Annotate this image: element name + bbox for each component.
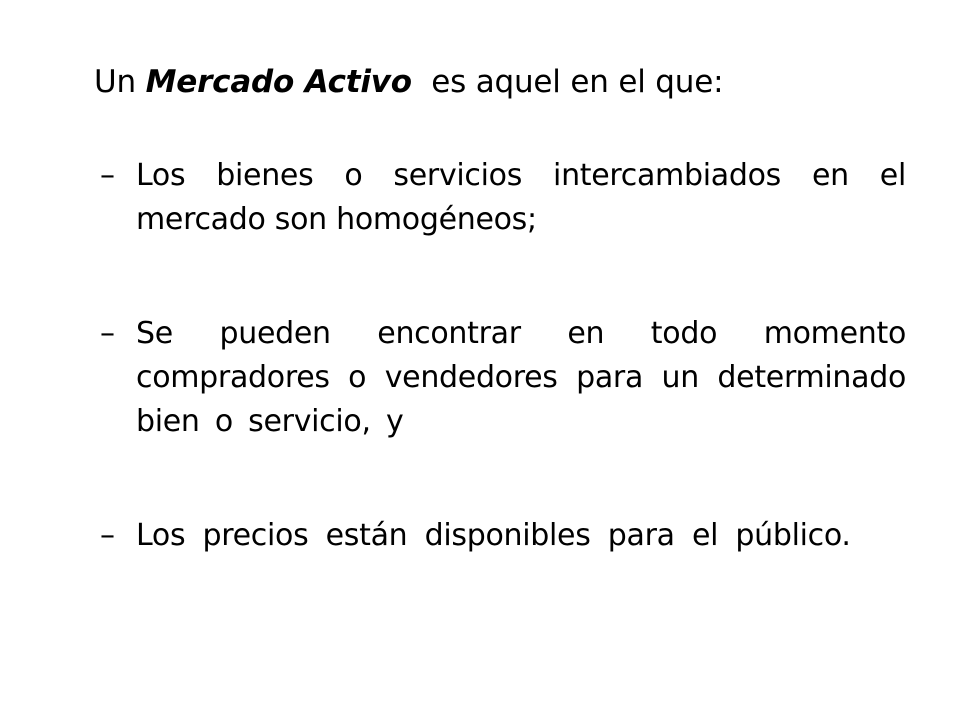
title-suffix: es aquel en el que:	[411, 64, 724, 100]
title-emphasis: Mercado Activo	[145, 64, 412, 100]
bullet-dash-icon: –	[100, 518, 115, 553]
bullet-item-homogeneous	[100, 154, 906, 242]
bullet-list	[100, 154, 906, 558]
bullet-dash-icon: –	[100, 316, 115, 351]
bullet-text: Los bienes o servicios intercambiados en el mercado son homogéneos;	[136, 158, 906, 237]
bullet-item-prices-public	[100, 514, 906, 558]
bullet-item-buyers-sellers	[100, 312, 906, 444]
bullet-dash-icon: –	[100, 158, 115, 193]
bullet-text: Los precios están disponibles para el público.	[136, 518, 851, 553]
bullet-text: Se pueden encontrar en todo momento compradores o vendedores para un determinado bien o servicio, y	[136, 316, 906, 439]
title-prefix: Un	[94, 64, 146, 100]
slide-title	[94, 58, 723, 106]
